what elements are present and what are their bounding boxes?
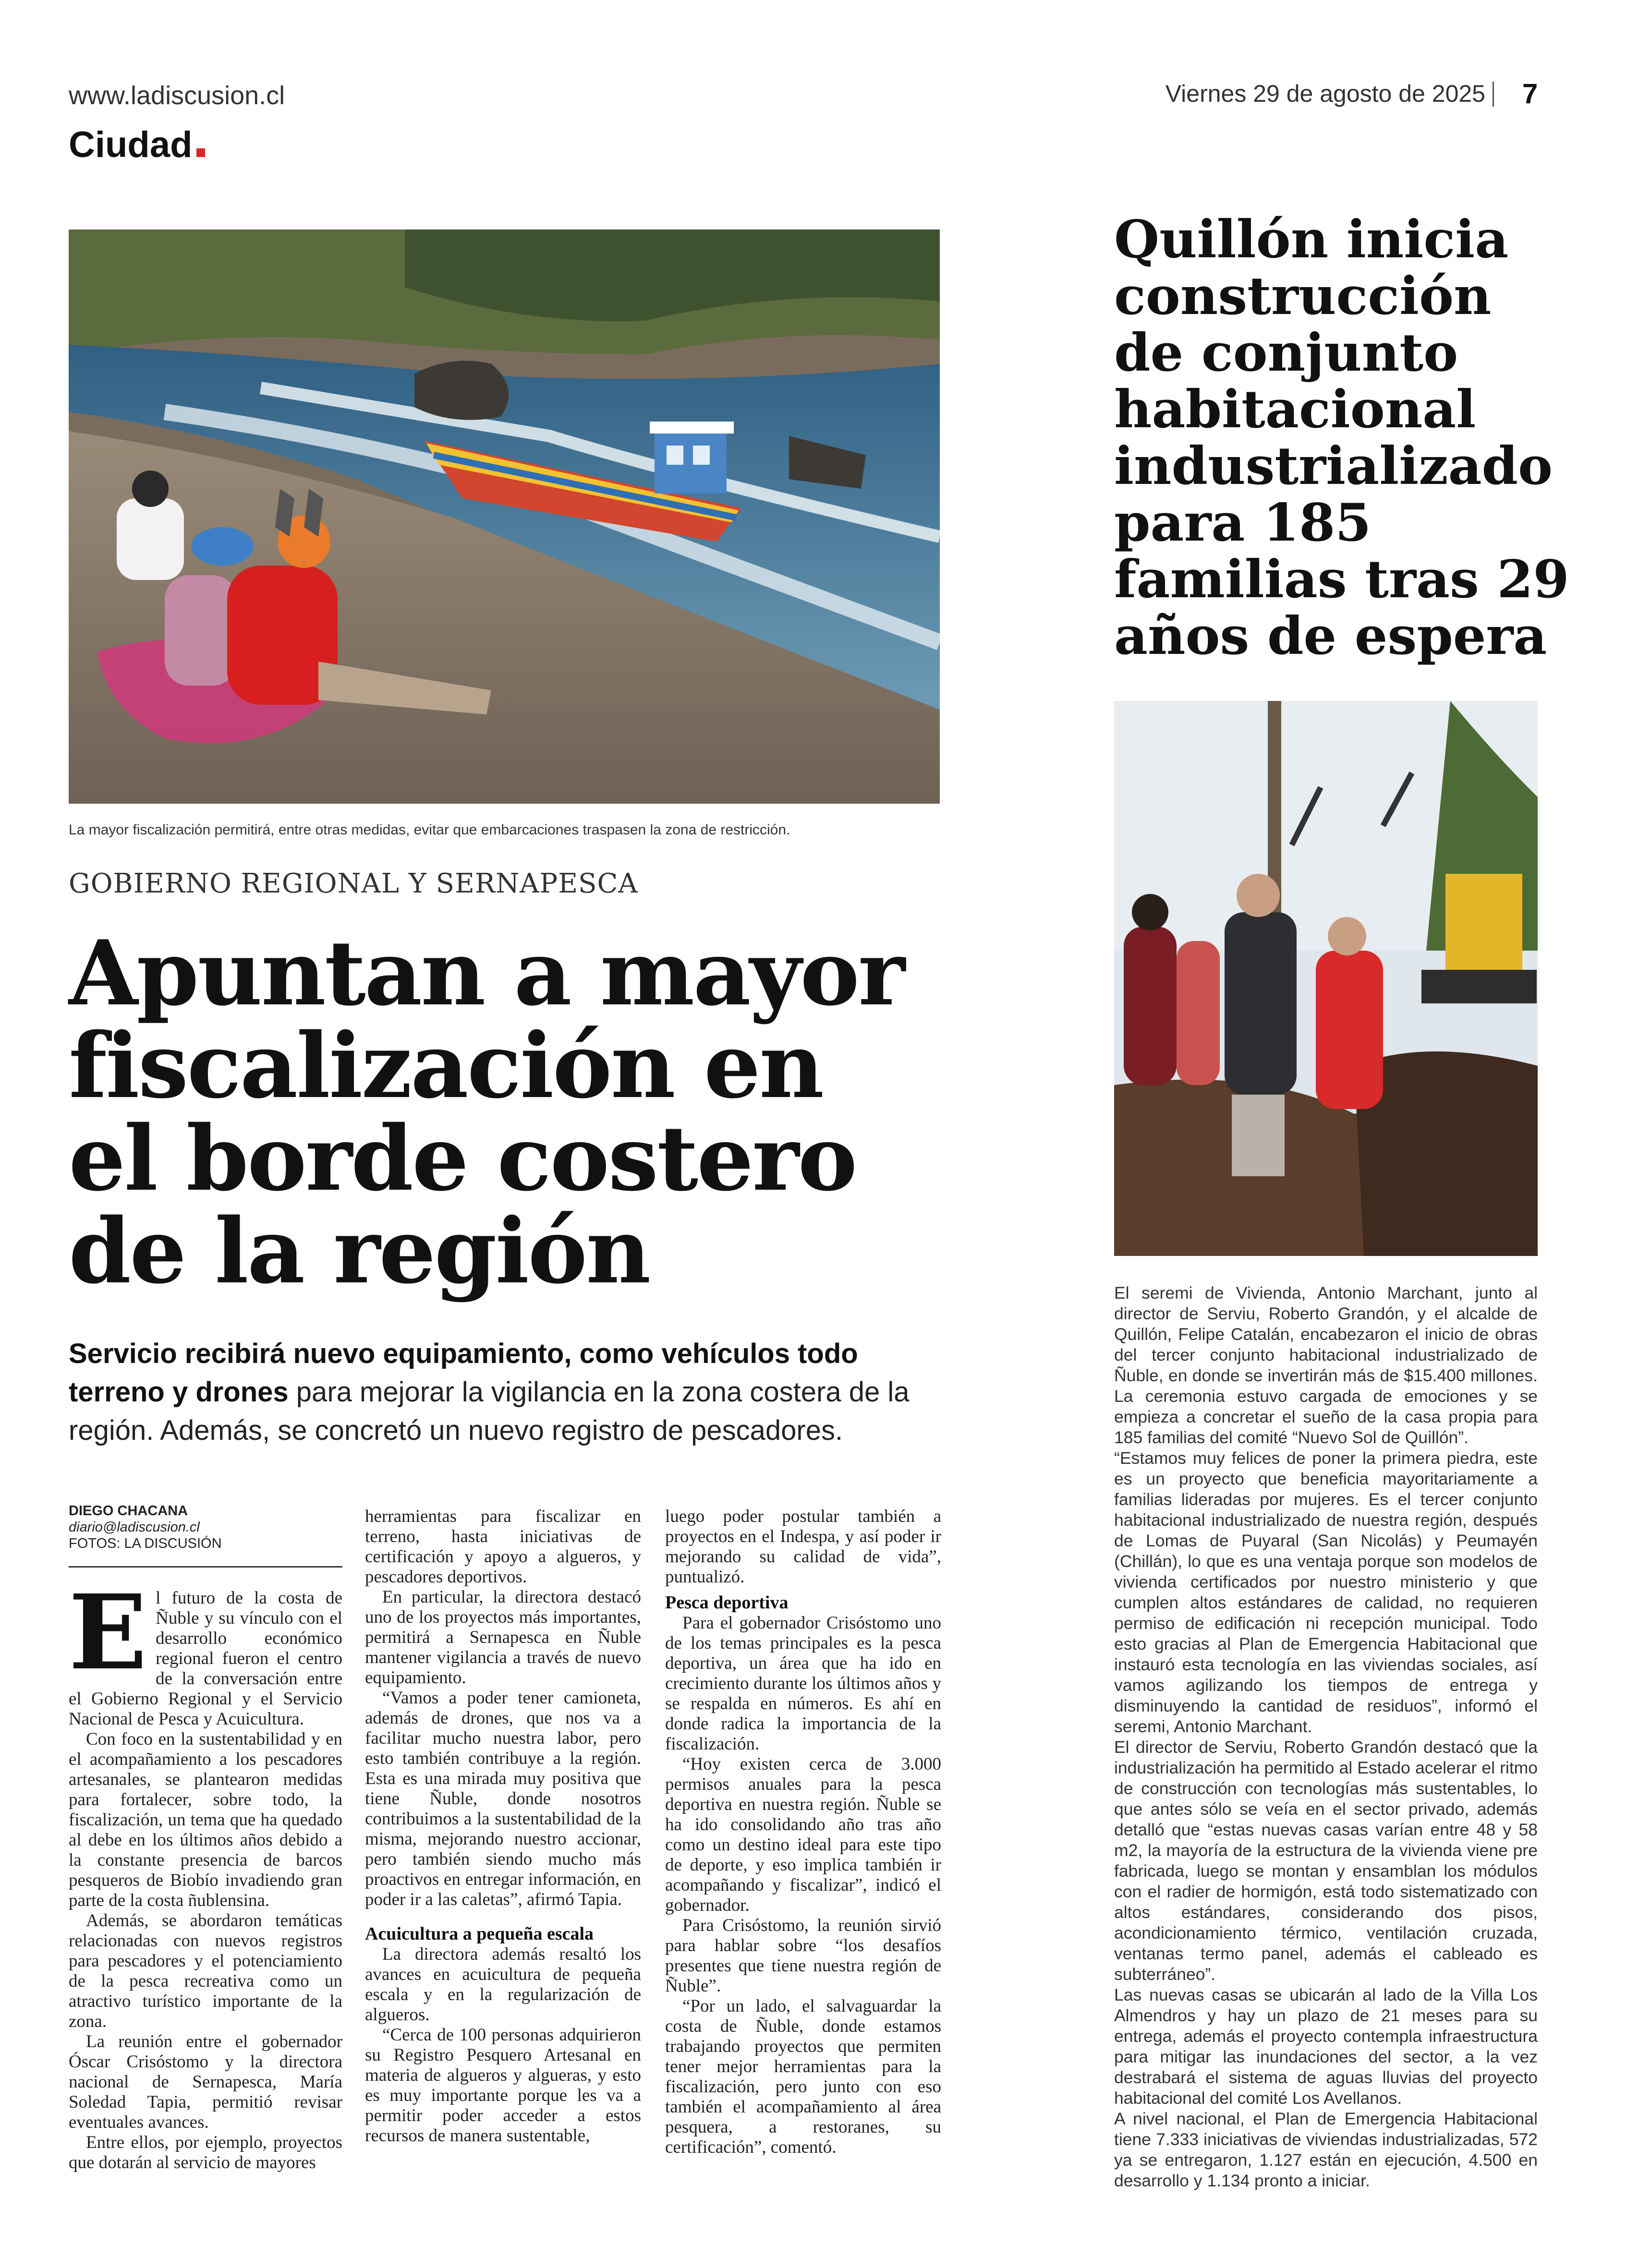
deck-text: para mejorar la vigilancia en la zona costera de la región. Además, se concretó un nuevo registro de pescadores. <box>69 1376 910 1446</box>
article-paragraph: Entre ellos, por ejemplo, proyectos que dotarán al servicio de mayores <box>69 2133 342 2172</box>
side-headline-line: construcción <box>1114 266 1492 326</box>
side-headline-line: industrializado <box>1114 436 1553 496</box>
side-article-body <box>1114 1283 1538 2191</box>
article-subheading: Acuicultura a pequeña escala <box>365 1924 594 1944</box>
article-paragraph: Además, se abordaron temáticas relacionadas con nuevos registros para pescadores y el potenciamiento de la pesca recreativa como un atractivo turístico importante de la zona. <box>69 1911 342 2031</box>
article-subheading: Pesca deportiva <box>665 1592 789 1613</box>
headline-line: fiscalización en <box>69 1013 823 1118</box>
byline-email[interactable]: diario@ladiscusion.cl <box>69 1520 200 1535</box>
byline-photos: FOTOS: LA DISCUSIÓN <box>69 1536 222 1551</box>
article-column-2 <box>365 1507 641 2146</box>
article-kicker: GOBIERNO REGIONAL Y SERNAPESCA <box>69 868 638 899</box>
side-paragraph: El director de Serviu, Roberto Grandón destacó que la industrialización ha permitido al Estado acelerar el ritmo de construcción con tecnologías más sustentables, lo que antes sólo se veía en el sector privado, además detalló que “estas nuevas casas varían entre 48 y 58 m2, la mayoría de la estructura de la vivienda viene pre fabricada, luego se montan y ensamblan los módulos con el radier de hormigón, está todo sistematizado con altos estándares, considerando dos pisos, acondicionamiento térmico, ventilación cruzada, ventanas termo panel, además el cableado es subterráneo”. <box>1114 1737 1538 1984</box>
side-headline-line: familias tras 29 <box>1114 549 1569 610</box>
issue-date: Viernes 29 de agosto de 2025 <box>1165 80 1485 107</box>
deck-bold: Servicio recibirá nuevo equipamiento, como vehículos todo terreno y drones <box>69 1338 858 1408</box>
side-headline-line: años de espera <box>1114 606 1547 666</box>
headline-line: Apuntan a mayor <box>69 920 904 1025</box>
side-headline-line: habitacional <box>1114 379 1476 440</box>
side-headline-line: Quillón inicia <box>1114 209 1509 270</box>
article-column-3 <box>665 1507 941 2158</box>
side-article-headline <box>1114 211 1599 664</box>
paragraph-text: l futuro de la costa de Ñuble y su vínculo con el desarrollo económico regional fueron el centro de la conversación entre el Gobierno Regional y el Servicio Nacional de Pesca y Acuicultura. <box>69 1588 342 1729</box>
article-paragraph <box>69 1572 342 1729</box>
article-paragraph: Con foco en la sustentabilidad y en el acompañamiento a los pescadores artesanales, se plantearon medidas para fortalecer, sobre todo, la fiscalización, un tema que ha quedado al debe en los últimos años debido a la constante presencia de barcos pesqueros de Biobío invadiendo gran parte de la costa ñublensina. <box>69 1729 342 1910</box>
article-paragraph: En particular, la directora destacó uno de los proyectos más importantes, permitirá a Sernapesca en Ñuble mantener vigilancia a través de nuevo equipamiento. <box>365 1587 641 1688</box>
article-paragraph: Para Crisóstomo, la reunión sirvió para hablar sobre “los desafíos presentes que tiene nuestra región de Ñuble”. <box>665 1916 941 1996</box>
section-accent-dot <box>196 148 205 157</box>
byline-divider <box>69 1566 342 1568</box>
article-paragraph: “Vamos a poder tener camioneta, además de drones, que nos va a facilitar mucho nuestra labor, pero esto también contribuye a la región. Esta es una mirada muy positiva que tiene Ñuble, donde nosotros contribuimos a la sustentabilidad de la misma, mejorando nuestro accionar, pero también siendo mucho más proactivos en entregar información, en poder ir a las caletas”, afirmó Tapia. <box>365 1688 641 1909</box>
article-paragraph: La reunión entre el gobernador Óscar Crisóstomo y la directora nacional de Sernapesca, María Soledad Tapia, permitió revisar eventuales avances. <box>69 2032 342 2132</box>
side-paragraph: “Estamos muy felices de poner la primera piedra, este es un proyecto que beneficia mayoritariamente a familias lideradas por mujeres. Es el tercer conjunto habitacional industrializado de nuestra región, después de Lomas de Puyaral (San Nicolás) y Peumayén (Chillán), lo que es una ventaja porque son modelos de vivienda certificados por nuestro ministerio y que cumplen altos estándares de calidad, no requieren permiso de edificación ni recepción municipal. Todo esto gracias al Plan de Emergencia Habitacional que instauró esta tecnología en las viviendas sociales, así vamos agilizando los tiempos de entrega y disminuyendo la cantidad de residuos”, informó el seremi, Antonio Marchant. <box>1114 1448 1538 1736</box>
article-column-1 <box>69 1572 342 2173</box>
article-paragraph: luego poder postular también a proyectos en el Indespa, y así poder ir mejorando su calidad de vida”, puntualizó. <box>665 1507 941 1587</box>
section-label <box>69 124 205 166</box>
side-paragraph: A nivel nacional, el Plan de Emergencia Habitacional tiene 7.333 iniciativas de viviendas industrializadas, 572 ya se entregaron, 1.127 están en ejecución, 4.500 en desarrollo y 1.134 pronto a iniciar. <box>1114 2109 1538 2190</box>
article-paragraph: La directora además resaltó los avances en acuicultura de pequeña escala y en la regularización de algueros. <box>365 1944 641 2025</box>
article-deck <box>69 1335 957 1450</box>
drop-cap: E <box>69 1572 147 1693</box>
article-paragraph: “Hoy existen cerca de 3.000 permisos anuales para la pesca deportiva en nuestra región. Ñuble se ha ido consolidando año tras año como un destino ideal para este tipo de deporte, y eso implica también ir acompañando y fiscalizar”, indicó el gobernador. <box>665 1754 941 1915</box>
header-divider <box>1493 82 1494 107</box>
groundbreaking-ceremony-photo <box>1114 701 1538 1256</box>
article-paragraph: Para el gobernador Crisóstomo uno de los temas principales es la pesca deportiva, un área que ha ido en crecimiento durante los últimos años y se respalda en números. Es ahí en donde radica la importancia de la fiscalización. <box>665 1613 941 1754</box>
side-paragraph: El seremi de Vivienda, Antonio Marchant, junto al director de Serviu, Roberto Grandón, y el alcalde de Quillón, Felipe Catalán, encabezaron el inicio de obras del tercer conjunto habitacional industrializado de Ñuble, en donde se invertirán más de $15.400 millones. La ceremonia estuvo cargada de emociones y se empieza a concretar el sueño de la casa propia para 185 familias del comité “Nuevo Sol de Quillón”. <box>1114 1283 1538 1447</box>
section-name: Ciudad <box>69 124 193 165</box>
article-headline <box>69 920 957 1303</box>
article-paragraph: herramientas para fiscalizar en terreno, hasta iniciativas de certificación y apoyo a algueros, y pescadores deportivos. <box>365 1507 641 1587</box>
beach-boat-photo <box>69 229 940 804</box>
side-headline-line: para 185 <box>1114 493 1372 553</box>
site-url[interactable]: www.ladiscusion.cl <box>69 81 285 110</box>
article-paragraph: “Por un lado, el salvaguardar la costa de Ñuble, donde estamos trabajando proyectos que permiten tener mejor herramientas para la fiscalización, pero junto con eso también el acompañamiento al área pesquera, a restoranes, su certificación”, comentó. <box>665 1996 941 2157</box>
photo-caption: La mayor fiscalización permitirá, entre otras medidas, evitar que embarcaciones traspasen la zona de restricción. <box>69 822 790 838</box>
headline-line: de la región <box>69 1198 650 1303</box>
byline-author: DIEGO CHACANA <box>69 1503 188 1519</box>
side-paragraph: Las nuevas casas se ubicarán al lado de la Villa Los Almendros y hay un plazo de 21 meses para su entrega, además el proyecto contempla infraestructura para mitigar las inundaciones del sector, a la vez destrabará el sistema de aguas lluvias del proyecto habitacional del comité Los Avellanos. <box>1114 1985 1538 2108</box>
side-headline-line: de conjunto <box>1114 323 1458 383</box>
page-number: 7 <box>1522 78 1538 109</box>
headline-line: el borde costero <box>69 1106 856 1211</box>
article-paragraph: “Cerca de 100 personas adquirieron su Registro Pesquero Artesanal en materia de algueros y algueras, y esto es muy importante porque les va a permitir poder acceder a estos recursos de manera sustentable, <box>365 2025 641 2146</box>
byline <box>69 1503 342 1552</box>
